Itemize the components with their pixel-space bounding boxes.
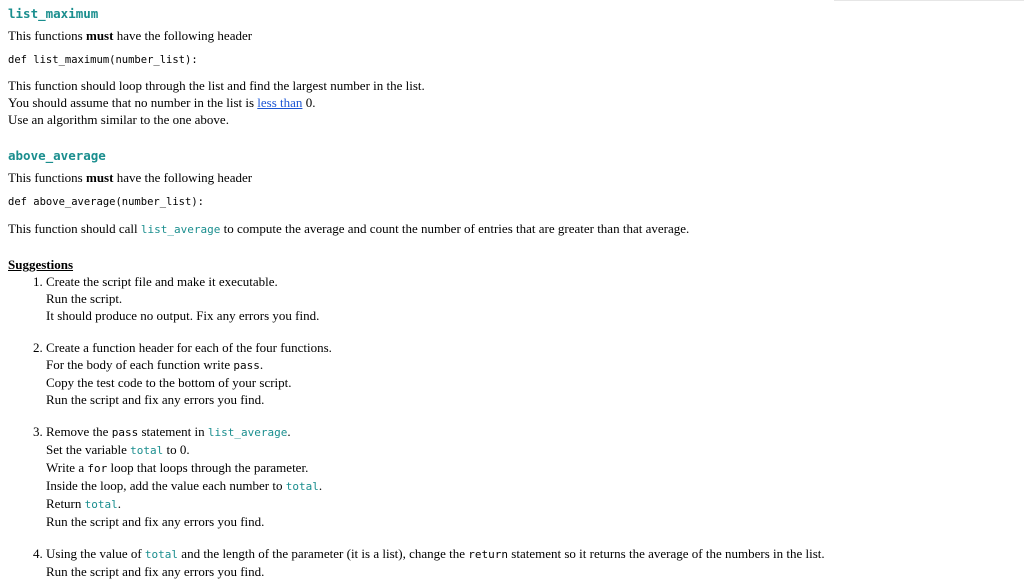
code-line: def above_average(number_list): [8,196,204,208]
inline-code: total [144,548,179,561]
description-line: You should assume that no number in the list is less than 0. [8,95,316,110]
inline-code: list_average [140,223,221,236]
header-sentence: This functions must have the following header [8,28,253,43]
suggestions-title: Suggestions [8,257,74,272]
code-line: def list_maximum(number_list): [8,54,198,66]
inline-code: total [84,498,118,511]
inline-code: total [130,444,164,457]
section-title: above_average [8,148,106,163]
document-page [8,6,1016,580]
description-line: This function should loop through the list and find the largest number in the list. [8,78,425,93]
inline-code: pass [111,426,139,439]
list-item: 3. Remove the pass statement in list_average. Set the variable total to 0. Write a for loop that loops through the parameter. Inside the loop, add the value each number to total. Return total. Run the script and fix any errors you find. [46,423,1016,530]
description-line: Use an algorithm similar to the one above. [8,112,229,127]
list-item: 1. Create the script file and make it executable. Run the script. It should produce no output. Fix any errors you find. [46,273,1016,324]
list-item: 4. Using the value of total and the length of the parameter (it is a list), change the return statement so it returns the average of the numbers in the list. Run the script and fix any errors you find. [46,545,1016,580]
emphasis: must [86,28,114,43]
emphasis: must [86,170,114,185]
inline-code: total [285,480,319,493]
section-title: list_maximum [8,6,99,21]
list-item: 2. Create a function header for each of the four functions. For the body of each function write pass. Copy the test code to the bottom of your script. Run the script and fix any errors you find. [46,339,1016,408]
inline-code: pass [233,359,260,372]
less-than-link[interactable]: less than [257,95,303,110]
inline-code: for [87,462,108,475]
inline-code: list_average [207,426,288,439]
section-list-maximum [8,6,1016,128]
header-sentence: This functions must have the following header [8,170,253,185]
suggestions-list [8,273,1016,580]
inline-code: return [468,548,509,561]
section-above-average [8,148,1016,238]
top-divider [834,0,1024,1]
description-line: This function should call list_average to compute the average and count the number of entries that are greater than that average. [8,221,690,236]
suggestions-section [8,256,1016,580]
